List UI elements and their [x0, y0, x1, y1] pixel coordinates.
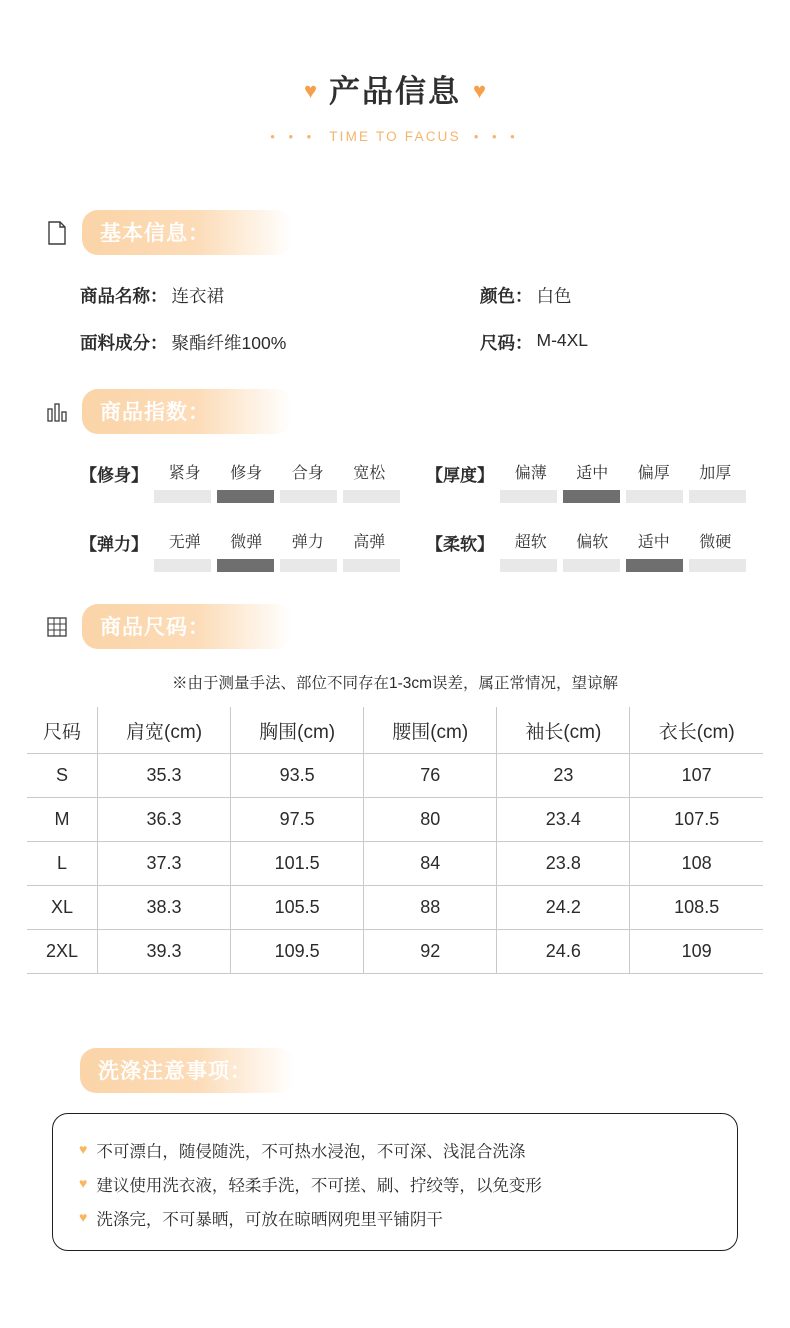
- index-bar-selected: [217, 490, 274, 503]
- index-option: 微硬: [699, 534, 732, 551]
- basic-info-table: [0, 283, 790, 355]
- section-head-basic: [44, 210, 790, 255]
- subtitle-row: [0, 129, 790, 144]
- index-item-fit: [80, 460, 400, 503]
- section-title-wash: 洗涤注意事项：: [80, 1048, 294, 1093]
- cell-bust: 101.5: [231, 842, 364, 886]
- index-option: 偏软: [576, 534, 609, 551]
- table-row: [27, 842, 763, 886]
- wash-care-item: [79, 1206, 711, 1230]
- cell-bust: 97.5: [231, 798, 364, 842]
- subtitle-text: TIME TO FACUS: [329, 129, 461, 144]
- column-header-sleeve: 袖长(cm): [497, 707, 630, 754]
- index-bar: [280, 490, 337, 503]
- wash-care-text: 建议使用洗衣液，轻柔手洗，不可搓、刷、拧绞等，以免变形: [96, 1177, 542, 1195]
- cell-size: 2XL: [27, 930, 98, 974]
- index-option: 偏薄: [514, 465, 547, 482]
- section-title-basic: 基本信息：: [82, 210, 292, 255]
- index-bar: [154, 490, 211, 503]
- grid-icon: [44, 613, 70, 641]
- index-bar: [343, 559, 400, 572]
- section-title-index: 商品指数：: [82, 389, 292, 434]
- cell-length: 108.5: [630, 886, 763, 930]
- cell-shoulder: 35.3: [98, 754, 231, 798]
- product-name-label: 商品名称：: [80, 286, 168, 306]
- heart-icon-left: ♥: [303, 78, 317, 103]
- product-index-panel: [0, 460, 790, 572]
- cell-shoulder: 38.3: [98, 886, 231, 930]
- fabric-cell: [80, 330, 480, 355]
- size-table: [27, 707, 763, 974]
- heart-bullet-icon: ♥: [79, 1141, 88, 1157]
- color-value: 白色: [536, 286, 572, 306]
- index-item-elasticity: [80, 529, 400, 572]
- index-bar: [689, 490, 746, 503]
- cell-length: 108: [630, 842, 763, 886]
- cell-sleeve: 24.6: [497, 930, 630, 974]
- section-head-wash: [80, 1048, 790, 1093]
- index-item-softness: [426, 529, 746, 572]
- cell-bust: 93.5: [231, 754, 364, 798]
- cell-sleeve: 23.4: [497, 798, 630, 842]
- index-option: 适中: [576, 465, 609, 482]
- index-bar: [500, 559, 557, 572]
- cell-size: XL: [27, 886, 98, 930]
- size-range-label: 尺码：: [480, 333, 533, 353]
- index-label-fit: 【修身】: [80, 466, 148, 485]
- table-row: [27, 754, 763, 798]
- index-option: 超软: [514, 534, 547, 551]
- index-label-elasticity: 【弹力】: [80, 535, 148, 554]
- cell-size: M: [27, 798, 98, 842]
- cell-length: 109: [630, 930, 763, 974]
- index-bar: [689, 559, 746, 572]
- cell-shoulder: 37.3: [98, 842, 231, 886]
- index-item-thickness: [426, 460, 746, 503]
- section-head-index: [44, 389, 790, 434]
- index-option: 加厚: [699, 465, 732, 482]
- index-bar: [563, 559, 620, 572]
- fabric-value: 聚酯纤维100%: [171, 333, 287, 353]
- table-header-row: [27, 707, 763, 754]
- bar-chart-icon: [44, 398, 70, 426]
- heart-bullet-icon: ♥: [79, 1175, 88, 1191]
- cell-size: L: [27, 842, 98, 886]
- basic-info-row: [80, 330, 746, 355]
- wash-care-item: [79, 1172, 711, 1196]
- column-header-shoulder: 肩宽(cm): [98, 707, 231, 754]
- index-option: 合身: [291, 465, 324, 482]
- heart-icon-right: ♥: [473, 78, 487, 103]
- wash-care-item: [79, 1138, 711, 1162]
- color-label: 颜色：: [480, 286, 533, 306]
- size-measure-note: ※由于测量手法、部位不同存在1-3cm误差，属正常情况，望谅解: [171, 675, 619, 692]
- index-label-softness: 【柔软】: [426, 535, 494, 554]
- index-bar: [500, 490, 557, 503]
- index-label-thickness: 【厚度】: [426, 466, 494, 485]
- section-head-size: [44, 604, 790, 649]
- page-title-text: 产品信息: [329, 74, 461, 109]
- section-title-size: 商品尺码：: [82, 604, 292, 649]
- dots-left: • • •: [270, 129, 317, 144]
- wash-care-box: [52, 1113, 738, 1251]
- index-bar: [626, 490, 683, 503]
- product-name-cell: [80, 283, 480, 308]
- heart-bullet-icon: ♥: [79, 1209, 88, 1225]
- page-title: [0, 66, 790, 111]
- index-bar-selected: [626, 559, 683, 572]
- fabric-label: 面料成分：: [80, 333, 168, 353]
- cell-bust: 109.5: [231, 930, 364, 974]
- index-option: 修身: [230, 465, 263, 482]
- cell-sleeve: 23: [497, 754, 630, 798]
- cell-waist: 88: [364, 886, 497, 930]
- table-row: [27, 798, 763, 842]
- index-option: 无弹: [168, 534, 201, 551]
- cell-shoulder: 36.3: [98, 798, 231, 842]
- basic-info-row: [80, 283, 746, 308]
- size-range-cell: [480, 330, 588, 355]
- index-option: 偏厚: [637, 465, 670, 482]
- cell-length: 107: [630, 754, 763, 798]
- cell-waist: 80: [364, 798, 497, 842]
- cell-waist: 84: [364, 842, 497, 886]
- column-header-waist: 腰围(cm): [364, 707, 497, 754]
- table-row: [27, 886, 763, 930]
- cell-sleeve: 23.8: [497, 842, 630, 886]
- column-header-bust: 胸围(cm): [231, 707, 364, 754]
- wash-care-text: 洗涤完，不可暴晒，可放在晾晒网兜里平铺阴干: [96, 1211, 443, 1229]
- wash-care-text: 不可漂白，随侵随洗，不可热水浸泡，不可深、浅混合洗涤: [96, 1143, 526, 1161]
- cell-waist: 92: [364, 930, 497, 974]
- dots-right: • • •: [473, 129, 520, 144]
- index-bar: [343, 490, 400, 503]
- index-option: 宽松: [353, 465, 386, 482]
- color-cell: [480, 283, 572, 308]
- column-header-size: 尺码: [27, 707, 98, 754]
- cell-waist: 76: [364, 754, 497, 798]
- cell-size: S: [27, 754, 98, 798]
- document-icon: [44, 219, 70, 247]
- product-name-value: 连衣裙: [171, 286, 224, 306]
- table-row: [27, 930, 763, 974]
- index-option: 高弹: [353, 534, 386, 551]
- page-header: [0, 0, 790, 144]
- index-option: 紧身: [168, 465, 201, 482]
- column-header-length: 衣长(cm): [630, 707, 763, 754]
- size-range-value: M-4XL: [536, 330, 589, 350]
- index-bar: [154, 559, 211, 572]
- index-bar: [280, 559, 337, 572]
- index-option: 弹力: [291, 534, 324, 551]
- index-option: 微弹: [230, 534, 263, 551]
- cell-shoulder: 39.3: [98, 930, 231, 974]
- index-bar-selected: [217, 559, 274, 572]
- index-bar-selected: [563, 490, 620, 503]
- index-option: 适中: [637, 534, 670, 551]
- cell-bust: 105.5: [231, 886, 364, 930]
- cell-length: 107.5: [630, 798, 763, 842]
- cell-sleeve: 24.2: [497, 886, 630, 930]
